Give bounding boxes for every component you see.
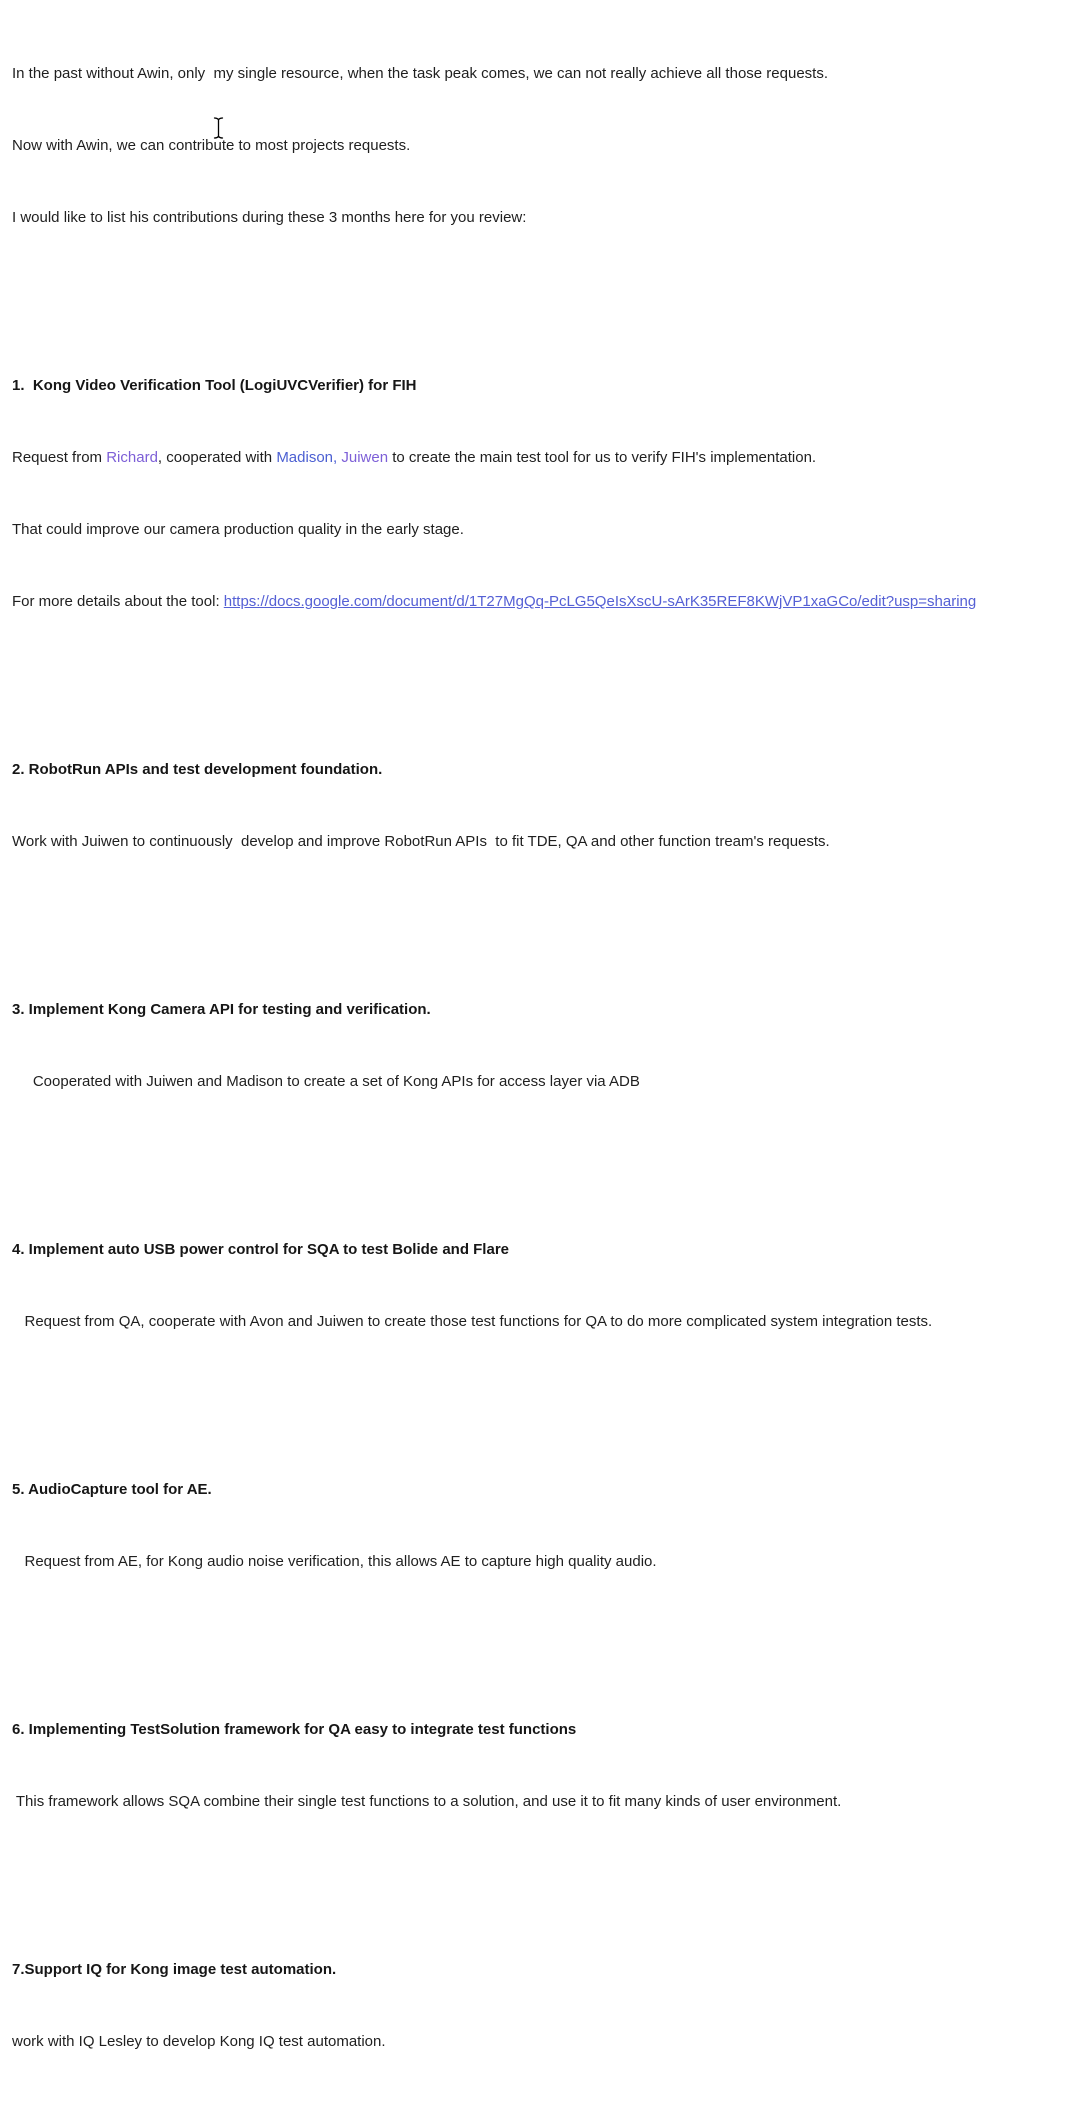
section-2-body: Work with Juiwen to continuously develop and improve RobotRun APIs to fit TDE, QA and other function tream's requests. — [12, 833, 830, 850]
section-4-body: Request from QA, cooperate with Avon and Juiwen to create those test functions for QA to do more complicated system integration tests. — [12, 1313, 933, 1330]
section-1-benefit-line: That could improve our camera production quality in the early stage. — [12, 521, 464, 538]
intro-line-2: Now with Awin, we can contribute to most projects requests. — [12, 137, 411, 154]
mention-richard[interactable]: Richard — [106, 449, 158, 466]
section-2-heading: 2. RobotRun APIs and test development foundation. — [12, 761, 383, 778]
section-3-heading: 3. Implement Kong Camera API for testing and verification. — [12, 1001, 431, 1018]
section-5-heading: 5. AudioCapture tool for AE. — [12, 1481, 212, 1498]
section-1-heading: 1. Kong Video Verification Tool (LogiUVCVerifier) for FIH — [12, 377, 417, 394]
intro-line-3: I would like to list his contributions during these 3 months here for you review: — [12, 209, 527, 226]
request-mid-text: , cooperated with — [157, 449, 277, 466]
section-7-heading: 7.Support IQ for Kong image test automation. — [12, 1961, 337, 1978]
request-prefix-text: Request from — [12, 449, 107, 466]
spacer — [12, 1622, 1080, 1646]
section-5-body: Request from AE, for Kong audio noise verification, this allows AE to capture high quality audio. — [12, 1553, 657, 1570]
section-6-heading: 6. Implementing TestSolution framework for QA easy to integrate test functions — [12, 1721, 577, 1738]
spacer — [12, 1142, 1080, 1166]
google-doc-link[interactable]: https://docs.google.com/document/d/1T27MgQq-PcLG5QeIsXscU-sArK35REF8KWjVP1xaGCo/edit?usp=sharing — [223, 593, 977, 610]
section-1-details-line — [12, 590, 1080, 614]
section-6-body: This framework allows SQA combine their single test functions to a solution, and use it to fit many kinds of user environment. — [12, 1793, 842, 1810]
request-suffix-text: to create the main test tool for us to verify FIH's implementation. — [388, 449, 817, 466]
intro-line-1: In the past without Awin, only my single resource, when the task peak comes, we can not really achieve all those requests. — [12, 65, 828, 82]
details-prefix-text: For more details about the tool: — [12, 593, 224, 610]
spacer — [12, 1382, 1080, 1406]
section-1-request-line — [12, 446, 1080, 470]
document-body — [12, 0, 1080, 2102]
section-7-body: work with IQ Lesley to develop Kong IQ test automation. — [12, 2033, 386, 2050]
spacer — [12, 662, 1080, 686]
spacer — [12, 1862, 1080, 1886]
section-3-body: Cooperated with Juiwen and Madison to create a set of Kong APIs for access layer via ADB — [12, 1073, 640, 1090]
mention-juiwen[interactable]: Juiwen — [341, 449, 389, 466]
section-4-heading: 4. Implement auto USB power control for SQA to test Bolide and Flare — [12, 1241, 509, 1258]
mention-madison[interactable]: Madison, — [276, 449, 338, 466]
spacer — [12, 278, 1080, 302]
spacer — [12, 902, 1080, 926]
